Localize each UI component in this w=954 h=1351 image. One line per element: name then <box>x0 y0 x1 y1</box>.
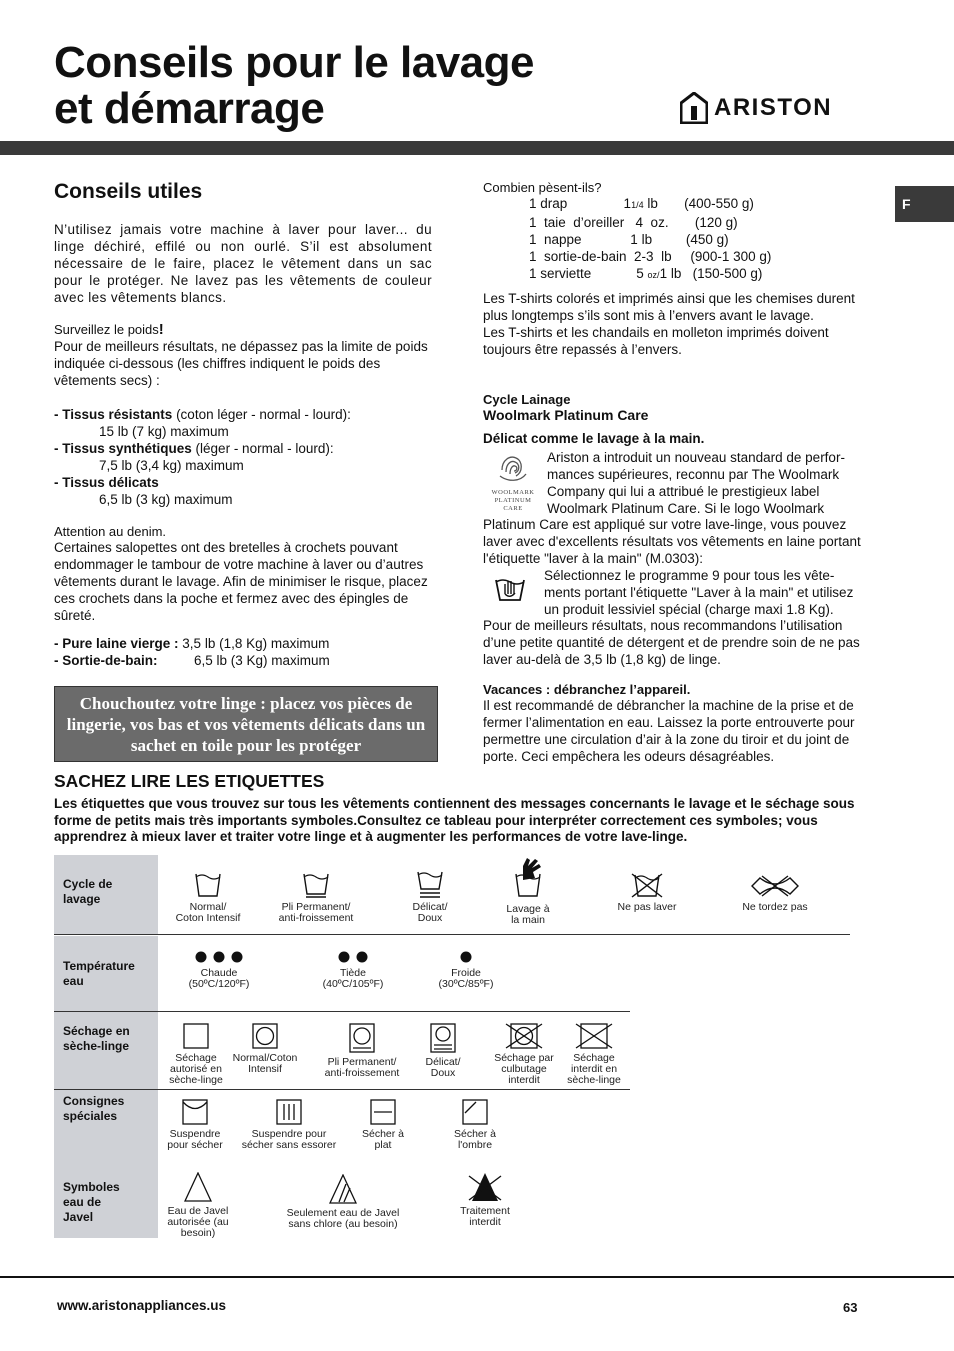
washtub-crossed-icon <box>630 872 664 898</box>
symbol-caption: Normal/Coton Intensif <box>232 1052 298 1075</box>
denim-title: Attention au denim. <box>54 524 167 539</box>
woolmark-logo <box>483 452 543 513</box>
weight-row-text: 1 drap 1 <box>529 196 632 211</box>
weight-row-rest: 1 lb (150-500 g) <box>659 266 763 281</box>
weight-row: 1 sortie-de-bain 2-3 lb (900-1 300 g) <box>529 249 772 264</box>
delicat-title: Délicat comme le lavage à la main. <box>483 431 705 446</box>
laine-label: - Pure laine vierge : <box>54 636 179 651</box>
symbol-cold-water <box>428 950 504 990</box>
washtub-icon <box>195 870 221 898</box>
etiquettes-intro: Les étiquettes que vous trouvez sur tous les vêtements contiennent des messages concernants le lavage et le séchage sous forme de petits mais très importants symboles.Consultez ce tableau pour interpréter correctement ces symboles; vous apprendrez à mieux laver et traiter votre linge et à augmenter les performances de votre lave-linge. <box>54 796 855 844</box>
sortie-label: - Sortie-de-bain: <box>54 653 158 668</box>
row-label-temperature <box>54 936 158 1011</box>
symbol-hand-wash <box>496 856 560 926</box>
denim-paragraph: Certaines salopettes ont des bretelles à crochets pouvant endommager le tambour de votre machine à laver ou d’autres vêtements durant le lavage. Afin de minimiser le risque, placez ces crochets dans la poche et fermez avec des épingles de sûreté. <box>54 540 428 623</box>
fabric-label: - Tissus délicats <box>54 475 159 490</box>
table-divider <box>54 934 850 935</box>
square-horizontal-line-icon <box>370 1099 396 1125</box>
row-label-javel <box>54 1160 158 1238</box>
square-crossed-icon <box>574 1023 614 1049</box>
square-circle-crossed-icon <box>504 1023 544 1049</box>
denim-section <box>54 524 434 624</box>
website-link[interactable]: www.aristonappliances.us <box>57 1298 227 1313</box>
woolmark-logo-text: WOOLMARK PLATINUM CARE <box>491 489 535 512</box>
fabric-max: 7,5 lb (3,4 kg) maximum <box>99 458 244 473</box>
symbol-caption: Traitement interdit <box>460 1205 510 1228</box>
symbol-bleach-ok <box>160 1172 236 1239</box>
language-tab-label: F <box>902 196 911 212</box>
symbol-no-dryer <box>560 1023 628 1086</box>
header-bar <box>0 141 954 155</box>
ariston-house-icon <box>680 92 708 124</box>
wring-crossed-icon <box>750 874 800 898</box>
fabric-label: - Tissus synthétiques <box>54 441 192 456</box>
weight-row: 1 nappe 1 lb (450 g) <box>529 232 729 247</box>
programme-paragraph: Sélectionnez le programme 9 pour tous les vête-ments portant l'étiquette "Laver à la main" et utilisez un produit lessiviel spécial (charge maxi 1.8 Kg). <box>544 568 854 617</box>
symbol-warm-water <box>314 950 392 990</box>
weight-unit: oz/ <box>647 270 660 280</box>
symbol-do-not-wring <box>732 874 818 913</box>
triangle-icon <box>184 1172 212 1202</box>
triangle-striped-icon <box>329 1174 357 1204</box>
intro-paragraph: N’utilisez jamais votre machine à laver pour laver... du linge déchiré, effilé ou non ourlé. S’il est absolument nécessaire de le faire, placez le vêtement dans un sac pour le protéger. Ne lavez pas les vêtements de couleur avec les vêtements blancs. <box>54 222 432 305</box>
etiquettes-heading: SACHEZ LIRE LES ETIQUETTES <box>54 771 325 791</box>
symbol-caption: Pli Permanent/ anti-froissement <box>324 1056 400 1079</box>
ariston-logo <box>680 92 832 124</box>
symbol-caption: Eau de Javel autorisée (au besoin) <box>167 1205 229 1239</box>
one-dot-icon <box>459 950 473 964</box>
symbol-normal-wash <box>168 870 248 924</box>
row-label-text: Température eau <box>63 959 135 988</box>
square-vertical-lines-icon <box>276 1099 302 1125</box>
vacances-paragraph: Il est recommandé de débrancher la machine de la prise et de fermer l’alimentation en eau. Laissez la porte entrouverte pour permettre une circulation d’air à la zone du tiroir et du joint de porte. Ceci empêchera les odeurs désagréables. <box>483 698 855 764</box>
row-label-consignes <box>54 1090 158 1160</box>
symbol-tumble-dry-perm-press <box>318 1023 406 1079</box>
weight-title: Surveillez le poids <box>54 322 159 337</box>
fabric-list <box>54 406 434 508</box>
row-label-text: Symboles eau de Javel <box>63 1180 120 1224</box>
symbol-caption: Tiède (40ºC/105ºF) <box>322 967 384 990</box>
square-curve-icon <box>182 1099 208 1125</box>
symbol-drip-dry <box>234 1099 344 1151</box>
tshirt-section <box>483 290 873 358</box>
fabric-note: (léger - normal - lourd): <box>191 441 334 456</box>
brand-name: ARISTON <box>714 94 833 121</box>
row-label-text: Cycle de lavage <box>63 877 113 906</box>
washtub-bar-icon <box>303 870 329 898</box>
weight-exclamation: ! <box>158 321 164 338</box>
fabric-max: 6,5 lb (3 kg) maximum <box>99 492 233 507</box>
woolmark-paragraph-2: Platinum Care est appliqué sur votre lave-linge, vous pouvez laver avec d'excellents résultats vos vêtements en laine portant l'étiquette "laver à la main" (M.0303): <box>483 517 861 566</box>
weight-fraction: 1/4 <box>631 200 644 210</box>
wool-limits <box>54 635 434 669</box>
table-divider <box>54 1089 630 1090</box>
two-dots-icon <box>337 950 369 964</box>
weight-section <box>54 321 434 389</box>
symbol-tumble-dry-delicate <box>414 1023 472 1079</box>
symbol-perm-press-wash <box>268 870 364 924</box>
woolmark-title: Woolmark Platinum Care <box>483 407 649 423</box>
symbol-no-tumble <box>488 1023 560 1086</box>
symbol-caption: Lavage à la main <box>506 903 550 926</box>
square-icon <box>183 1023 209 1049</box>
square-circle-double-bar-icon <box>430 1023 456 1053</box>
symbol-caption: Délicat/ Doux <box>425 1056 461 1079</box>
three-dots-icon <box>194 950 244 964</box>
symbol-caption: Ne tordez pas <box>742 901 808 913</box>
weights-section <box>483 180 873 284</box>
symbol-no-bleach <box>448 1172 522 1228</box>
woolmark-paragraph: Ariston a introduit un nouveau standard de perfor-mances supérieures, reconnu par The Woolmark Company qui lui a attribué le prestigieux label Woolmark Platinum Care. Si le logo Woolmark <box>547 450 845 516</box>
symbol-caption: Séchage par culbutage interdit <box>494 1052 554 1086</box>
language-tab <box>895 186 954 222</box>
symbol-do-not-wash <box>608 872 686 913</box>
triangle-filled-crossed-icon <box>465 1172 505 1202</box>
hand-wash-icon <box>494 574 526 609</box>
row-label-sechage <box>54 1012 158 1089</box>
symbol-line-dry <box>162 1099 228 1151</box>
symbol-caption: Séchage autorisé en sèche-linge <box>169 1052 223 1086</box>
wool-section <box>483 392 873 446</box>
table-divider <box>54 1011 630 1012</box>
laine-value: 3,5 lb (1,8 Kg) maximum <box>178 636 330 651</box>
section-heading-conseils: Conseils utiles <box>54 180 203 203</box>
vacances-section <box>483 682 873 765</box>
symbol-non-chlorine-bleach <box>278 1174 408 1230</box>
weights-title: Combien pèsent-ils? <box>483 180 602 195</box>
symbol-caption: Sécher à plat <box>361 1128 405 1151</box>
tshirt-paragraph: Les T-shirts colorés et imprimés ainsi que les chemises durent plus longtemps s’ils sont mis à l’envers avant le lavage. <box>483 291 855 323</box>
symbol-tumble-dry-ok <box>164 1023 228 1086</box>
vacances-title: Vacances : débranchez l’appareil. <box>483 682 691 697</box>
weight-paragraph: Pour de meilleurs résultats, ne dépassez pas la limite de poids indiquée ci-dessous (les chiffres indiquent le poids des vêtements secs) : <box>54 339 428 388</box>
sortie-value: 6,5 lb (3 Kg) maximum <box>194 653 330 668</box>
fabric-note: (coton léger - normal - lourd): <box>172 407 351 422</box>
weight-row <box>529 265 873 284</box>
tip-box <box>54 686 438 762</box>
row-label-text: Consignes spéciales <box>63 1094 125 1123</box>
symbol-caption: Froide (30ºC/85ºF) <box>438 967 494 990</box>
symbol-caption: Chaude (50ºC/120ºF) <box>188 967 250 990</box>
tip-box-text: Chouchoutez votre linge : placez vos pièces de lingerie, vos bas et vos vêtements délicats dans un sachet en toile pour les protéger <box>66 693 426 755</box>
washtub-double-bar-icon <box>417 868 443 898</box>
weight-row-rest: lb (400-550 g) <box>643 196 754 211</box>
symbol-caption: Suspendre pour sécher sans essorer <box>241 1128 337 1151</box>
symbol-hot-water <box>180 950 258 990</box>
symbol-caption: Seulement eau de Javel sans chlore (au besoin) <box>286 1207 400 1230</box>
weight-row: 1 taie d’oreiller 4 oz. (120 g) <box>529 215 738 230</box>
lainage-title: Cycle Lainage <box>483 392 571 407</box>
weight-row-text: 1 serviette 5 <box>529 266 648 281</box>
symbol-caption: Pli Permanent/ anti-froissement <box>278 901 354 924</box>
square-diagonal-icon <box>462 1099 488 1125</box>
hand-in-tub-icon <box>513 856 543 900</box>
symbol-caption: Ne pas laver <box>617 901 677 913</box>
symbol-caption: Sécher à l'ombre <box>453 1128 497 1151</box>
page-title: Conseils pour le lavage et démarrage <box>54 38 534 133</box>
page-number: 63 <box>843 1300 858 1315</box>
symbol-dry-flat <box>352 1099 414 1151</box>
weight-row <box>529 195 873 214</box>
tshirt-paragraph-2: Les T-shirts et les chandails en molleton imprimés doivent toujours être repassés à l’envers. <box>483 325 829 357</box>
symbol-caption: Délicat/ Doux <box>412 901 448 924</box>
programme-paragraph-2: Pour de meilleurs résultats, nous recommandons l’utilisation d’une petite quantité de détergent et de prendre soin de ne pas laver au-delà de 3,5 lb (1,8 kg) de linge. <box>483 618 860 667</box>
symbol-caption: Normal/ Coton Intensif <box>175 901 241 924</box>
fabric-max: 15 lb (7 kg) maximum <box>99 424 229 439</box>
square-circle-icon <box>252 1023 278 1049</box>
woolmark-icon <box>496 452 530 484</box>
symbol-tumble-dry-normal <box>228 1023 302 1075</box>
row-label-text: Séchage en sèche-linge <box>63 1024 130 1053</box>
symbol-caption: Suspendre pour sécher <box>167 1128 223 1151</box>
fabric-label: - Tissus résistants <box>54 407 173 422</box>
row-label-lavage <box>54 855 158 935</box>
symbol-dry-shade <box>444 1099 506 1151</box>
footer-divider <box>0 1276 954 1278</box>
symbol-delicate-wash <box>400 868 460 924</box>
symbol-caption: Séchage interdit en sèche-linge <box>567 1052 621 1086</box>
square-circle-bar-icon <box>349 1023 375 1053</box>
